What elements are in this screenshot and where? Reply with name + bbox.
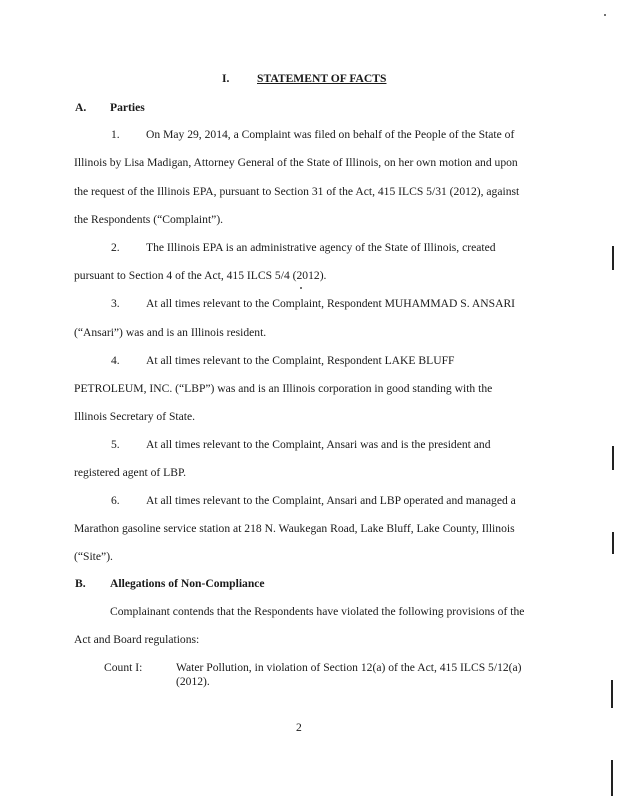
scan-artifact-mark: [611, 680, 613, 708]
paragraph-5-number: 5.: [111, 438, 120, 451]
paragraph-6-line-2: Marathon gasoline service station at 218 N. Waukegan Road, Lake Bluff, Lake County, Illinois: [74, 522, 515, 535]
count-line-2: (2012).: [176, 675, 210, 688]
paragraph-5-line-1: At all times relevant to the Complaint, Ansari was and is the president and: [146, 438, 491, 451]
paragraph-4-line-3: Illinois Secretary of State.: [74, 410, 196, 423]
paragraph-1-number: 1.: [111, 128, 120, 141]
paragraph-6-line-3: (“Site”).: [74, 550, 113, 563]
paragraph-4-line-1: At all times relevant to the Complaint, Respondent LAKE BLUFF: [146, 354, 455, 367]
scan-artifact-mark: [612, 246, 614, 270]
paragraph-4-line-2: PETROLEUM, INC. (“LBP”) was and is an Illinois corporation in good standing with the: [74, 382, 493, 395]
scan-artifact-mark: [612, 532, 614, 554]
section-title: STATEMENT OF FACTS: [257, 72, 387, 85]
subsection-b-letter: B.: [75, 577, 86, 590]
paragraph-4-number: 4.: [111, 354, 120, 367]
scan-artifact-dot: [604, 14, 606, 16]
paragraph-1-line-3: the request of the Illinois EPA, pursuant to Section 31 of the Act, 415 ILCS 5/31 (2012), against: [74, 185, 520, 198]
intro-line-1: Complainant contends that the Respondents have violated the following provisions of the: [110, 605, 525, 618]
paragraph-3-line-2: (“Ansari”) was and is an Illinois resident.: [74, 326, 267, 339]
paragraph-3-line-1: At all times relevant to the Complaint, Respondent MUHAMMAD S. ANSARI: [146, 297, 516, 310]
paragraph-6-line-1: At all times relevant to the Complaint, Ansari and LBP operated and managed a: [146, 494, 516, 507]
paragraph-6-number: 6.: [111, 494, 120, 507]
paragraph-3-number: 3.: [111, 297, 120, 310]
paragraph-1-line-4: the Respondents (“Complaint”).: [74, 213, 224, 226]
page-number: 2: [296, 721, 302, 734]
count-label: Count I:: [104, 661, 143, 674]
paragraph-2-number: 2.: [111, 241, 120, 254]
scan-artifact-dot: [300, 287, 302, 289]
subsection-b-title: Allegations of Non-Compliance: [110, 577, 265, 590]
paragraph-1-line-1: On May 29, 2014, a Complaint was filed on behalf of the People of the State of: [146, 128, 515, 141]
paragraph-2-line-1: The Illinois EPA is an administrative agency of the State of Illinois, created: [146, 241, 496, 254]
paragraph-2-line-2: pursuant to Section 4 of the Act, 415 ILCS 5/4 (2012).: [74, 269, 327, 282]
paragraph-5-line-2: registered agent of LBP.: [74, 466, 187, 479]
section-number: I.: [222, 72, 230, 85]
paragraph-1-line-2: Illinois by Lisa Madigan, Attorney General of the State of Illinois, on her own motion and upon: [74, 156, 518, 169]
count-line-1: Water Pollution, in violation of Section 12(a) of the Act, 415 ILCS 5/12(a): [176, 661, 522, 674]
scan-artifact-mark: [611, 760, 613, 796]
intro-line-2: Act and Board regulations:: [74, 633, 200, 646]
subsection-a-letter: A.: [75, 101, 87, 114]
subsection-a-title: Parties: [110, 101, 145, 114]
scan-artifact-mark: [612, 446, 614, 470]
